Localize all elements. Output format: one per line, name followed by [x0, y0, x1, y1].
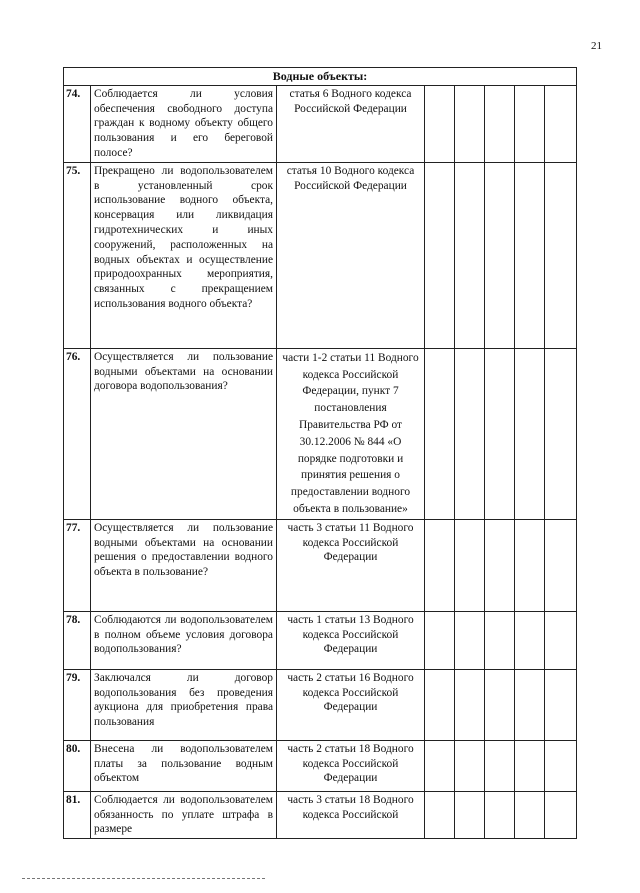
- row-number: 78.: [64, 611, 91, 669]
- table-row: [64, 791, 577, 838]
- table-row: [64, 740, 577, 791]
- row-question: Прекращено ли водопользователем в установленный срок использование водного объекта, консервация или ликвидация гидротехнических и иных сооружений, расположенных на водных объектах и осуществление природоохранных мероприятия, связанных с прекращением использования водного объекта?: [91, 162, 277, 348]
- section-title: Водные объекты:: [64, 68, 577, 86]
- mark-cell[interactable]: [485, 162, 515, 348]
- mark-cell[interactable]: [545, 791, 577, 838]
- row-number: 76.: [64, 348, 91, 519]
- mark-cell[interactable]: [455, 611, 485, 669]
- mark-cell[interactable]: [485, 740, 515, 791]
- mark-cell[interactable]: [455, 162, 485, 348]
- row-number: 75.: [64, 162, 91, 348]
- mark-cell[interactable]: [515, 740, 545, 791]
- mark-cell[interactable]: [545, 85, 577, 162]
- mark-cell[interactable]: [455, 669, 485, 740]
- table-row: [64, 519, 577, 611]
- row-number: 80.: [64, 740, 91, 791]
- page-number: 21: [591, 40, 602, 52]
- mark-cell[interactable]: [515, 348, 545, 519]
- mark-cell[interactable]: [425, 85, 455, 162]
- row-reference: часть 3 статьи 18 Водного кодекса Российской: [277, 791, 425, 838]
- mark-cell[interactable]: [455, 85, 485, 162]
- row-reference: статья 10 Водного кодекса Российской Федерации: [277, 162, 425, 348]
- mark-cell[interactable]: [515, 162, 545, 348]
- row-question: Соблюдается ли водопользователем обязанность по уплате штрафа в размере: [91, 791, 277, 838]
- section-header-row: [64, 68, 577, 86]
- mark-cell[interactable]: [545, 348, 577, 519]
- mark-cell[interactable]: [485, 611, 515, 669]
- mark-cell[interactable]: [515, 519, 545, 611]
- row-number: 77.: [64, 519, 91, 611]
- mark-cell[interactable]: [485, 791, 515, 838]
- mark-cell[interactable]: [425, 519, 455, 611]
- mark-cell[interactable]: [455, 740, 485, 791]
- row-number: 79.: [64, 669, 91, 740]
- table-row: [64, 611, 577, 669]
- row-question: Соблюдается ли условия обеспечения свободного доступа граждан к водному объекту общего пользования и его береговой полосе?: [91, 85, 277, 162]
- mark-cell[interactable]: [485, 348, 515, 519]
- row-question: Заключался ли договор водопользования без проведения аукциона для приобретения права пользования: [91, 669, 277, 740]
- mark-cell[interactable]: [425, 740, 455, 791]
- row-reference: часть 1 статьи 13 Водного кодекса Российской Федерации: [277, 611, 425, 669]
- mark-cell[interactable]: [425, 162, 455, 348]
- table-row: [64, 162, 577, 348]
- mark-cell[interactable]: [545, 519, 577, 611]
- checklist-sheet: [63, 67, 576, 839]
- checklist-table: [63, 67, 577, 839]
- mark-cell[interactable]: [545, 740, 577, 791]
- row-number: 81.: [64, 791, 91, 838]
- mark-cell[interactable]: [455, 348, 485, 519]
- mark-cell[interactable]: [485, 519, 515, 611]
- mark-cell[interactable]: [425, 791, 455, 838]
- mark-cell[interactable]: [545, 611, 577, 669]
- row-reference: часть 3 статьи 11 Водного кодекса Российской Федерации: [277, 519, 425, 611]
- mark-cell[interactable]: [515, 85, 545, 162]
- mark-cell[interactable]: [515, 791, 545, 838]
- mark-cell[interactable]: [455, 519, 485, 611]
- row-question: Внесена ли водопользователем платы за пользование водным объектом: [91, 740, 277, 791]
- row-number: 74.: [64, 85, 91, 162]
- table-row: [64, 348, 577, 519]
- mark-cell[interactable]: [515, 611, 545, 669]
- row-reference: части 1-2 статьи 11 Водного кодекса Российской Федерации, пункт 7 постановления Правительства РФ от 30.12.2006 № 844 «О порядке подготовки и принятия решения о предоставлении водного объекта в пользование»: [277, 348, 425, 519]
- row-question: Осуществляется ли пользование водными объектами на основании договора водопользования?: [91, 348, 277, 519]
- mark-cell[interactable]: [515, 669, 545, 740]
- row-reference: статья 6 Водного кодекса Российской Федерации: [277, 85, 425, 162]
- row-reference: часть 2 статьи 18 Водного кодекса Российской Федерации: [277, 740, 425, 791]
- mark-cell[interactable]: [425, 348, 455, 519]
- row-question: Соблюдаются ли водопользователем в полном объеме условия договора водопользования?: [91, 611, 277, 669]
- table-row: [64, 669, 577, 740]
- row-reference: часть 2 статьи 16 Водного кодекса Российской Федерации: [277, 669, 425, 740]
- table-row: [64, 85, 577, 162]
- row-question: Осуществляется ли пользование водными объектами на основании решения о предоставлении водного объекта в пользование?: [91, 519, 277, 611]
- mark-cell[interactable]: [485, 669, 515, 740]
- mark-cell[interactable]: [545, 162, 577, 348]
- mark-cell[interactable]: [425, 669, 455, 740]
- mark-cell[interactable]: [545, 669, 577, 740]
- footer-divider: [22, 878, 265, 879]
- mark-cell[interactable]: [425, 611, 455, 669]
- mark-cell[interactable]: [455, 791, 485, 838]
- mark-cell[interactable]: [485, 85, 515, 162]
